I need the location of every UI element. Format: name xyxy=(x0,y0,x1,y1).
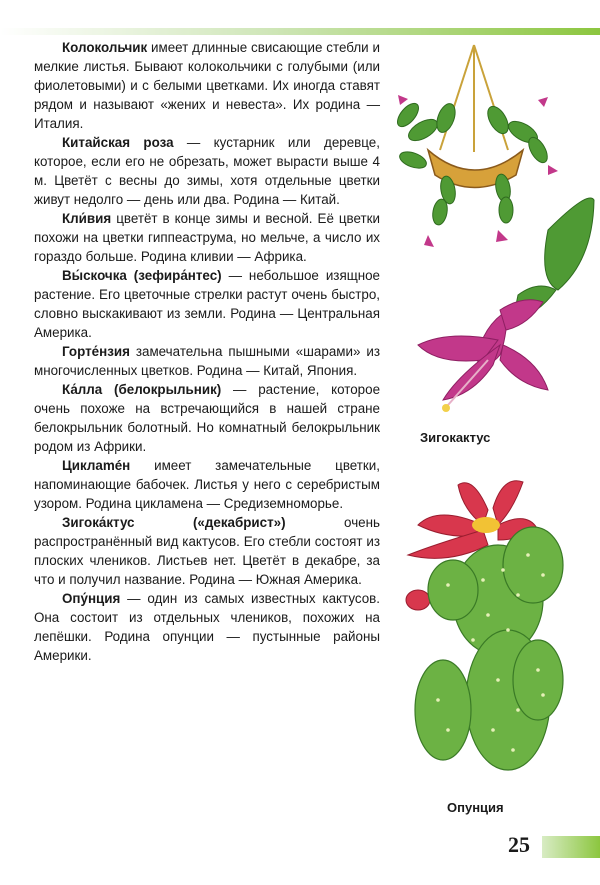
paragraph-tsiklamen xyxy=(34,456,380,513)
description: имеет замечательные цветки, напоминающие бабочек. Листья у него с серебристым узором. Родина цикламена — Средиземноморье. xyxy=(34,458,380,511)
article-text xyxy=(34,38,380,665)
description: — растение, которое очень похоже на встречающийся в нашей стране белокрыльник болотный. Но комнатный белокрыльник родом из Африки. xyxy=(34,382,381,454)
term: Китайская роза xyxy=(62,135,174,150)
term: Ка́лла (белокрыльник) xyxy=(62,382,222,397)
description: — небольшое изящное растение. Его цветочные стрелки растут очень быстро, словно выскакивают из земли. Родина — Центральная Америка. xyxy=(34,268,381,340)
term: Горте́нзия xyxy=(62,344,130,359)
zygocactus-illustration xyxy=(388,40,600,425)
term: Опу́нция xyxy=(62,591,121,606)
paragraph-zigokaktus xyxy=(34,513,380,589)
description: очень распространённый вид кактусов. Его стебли состоят из плоских члеников. Листьев нет. Цветёт в декабре, за что и получил название. Родина — Южная Америка. xyxy=(34,515,380,587)
description: — один из самых известных кактусов. Она состоит из отдельных члеников, похожих на лепёшки. Родина опунции — пустынные районы Америки. xyxy=(34,591,380,663)
page-number: 25 xyxy=(508,832,530,857)
zygocactus-caption: Зигокактус xyxy=(420,430,491,445)
description: замечательна пышными «шарами» из многочисленных цветков. Родина — Китай, Япония. xyxy=(34,344,380,378)
paragraph-gortenziya xyxy=(34,342,380,380)
paragraph-vyskochka xyxy=(34,266,380,342)
description: — кустарник или деревце, которое, если его не обрезать, может вырасти выше 4 м. Цветёт с весны до зимы, хотя отдельные цветки живут недолго — день или два. Родина — Китай. xyxy=(34,135,380,207)
opuntia-caption: Опунция xyxy=(447,800,504,815)
paragraph-kalla xyxy=(34,380,380,456)
bottom-decorative-band xyxy=(542,836,600,858)
term: Вы́скочка (зефира́нтес) xyxy=(62,268,222,283)
description: имеет длинные свисающие стебли и мелкие листья. Бывают колокольчики с голубыми (или фиолетовыми) и с белыми цветками. Их иногда ставят рядом и называют «жених и невеста». Их родина — Италия. xyxy=(34,40,380,131)
paragraph-kolokolchik xyxy=(34,38,380,133)
paragraph-opuntsiya xyxy=(34,589,380,665)
term: Колокольчик xyxy=(62,40,148,55)
paragraph-kliviya xyxy=(34,209,380,266)
opuntia-illustration xyxy=(388,470,600,800)
description: цветёт в конце зимы и весной. Её цветки похожи на цветки гиппеаструма, но мельче, а число их гораздо больше. Родина кливии — Африка. xyxy=(34,211,380,264)
term: Циклaméн xyxy=(62,458,131,473)
paragraph-kitayskaya-roza xyxy=(34,133,380,209)
term: Зигока́ктус («декабрист») xyxy=(62,515,286,530)
term: Кли́вия xyxy=(62,211,112,226)
top-decorative-band xyxy=(0,28,600,35)
